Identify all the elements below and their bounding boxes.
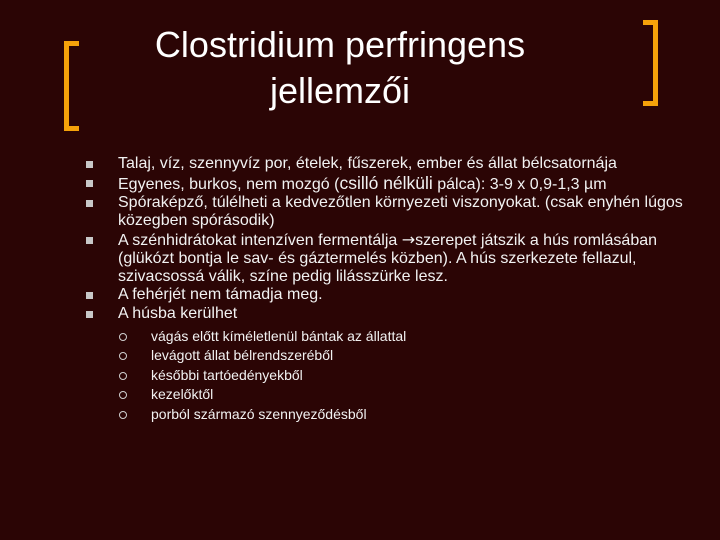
- right-arrow-icon: →: [401, 229, 416, 249]
- bullet-text: Talaj, víz, szennyvíz por, ételek, fűszerek, ember és állat bélcsatornája: [118, 155, 617, 172]
- ring-bullet-icon: [119, 372, 127, 380]
- bullet-text: pálca): 3-9 x 0,9-1,3 µm: [432, 175, 607, 193]
- square-bullet-icon: [86, 200, 93, 207]
- bullet-text: A szénhidrátokat intenzíven fermentálja: [118, 231, 402, 249]
- bullet-item: [82, 155, 702, 173]
- sub-list-item: [118, 366, 702, 386]
- square-bullet-icon: [86, 292, 93, 299]
- sub-item-text: vágás előtt kíméletlenül bántak az állattal: [151, 327, 407, 344]
- sub-list-item: [118, 346, 702, 366]
- bullet-item: [82, 286, 702, 304]
- sub-bullet-list: [118, 327, 702, 425]
- bullet-text-emphasis: csilló nélküli: [339, 172, 433, 193]
- square-bullet-icon: [86, 311, 93, 318]
- bullet-text: Spóraképző, túlélheti a kedvezőtlen környezeti viszonyokat. (csak enyhén lúgos közegben spórásodik): [118, 194, 683, 229]
- ring-bullet-icon: [119, 352, 127, 360]
- slide-title-line-1: Clostridium perfringens: [154, 24, 526, 65]
- square-bullet-icon: [86, 161, 93, 168]
- bullet-item: [82, 174, 702, 194]
- sub-list-item: [118, 405, 702, 425]
- sub-item-text: későbbi tartóedényekből: [151, 366, 303, 383]
- sub-list-item: [118, 385, 702, 405]
- sub-list-item: [118, 327, 702, 347]
- bullet-text: A húsba kerülhet: [118, 304, 238, 322]
- square-bullet-icon: [86, 180, 93, 187]
- bullet-text: Egyenes, burkos, nem mozgó (: [118, 175, 340, 193]
- ring-bullet-icon: [119, 333, 127, 341]
- sub-item-text: levágott állat bélrendszeréből: [151, 347, 334, 363]
- sub-item-text: kezelőktől: [151, 386, 214, 402]
- slide-title-line-2: jellemzői: [269, 70, 411, 111]
- ring-bullet-icon: [119, 391, 127, 399]
- square-bullet-icon: [86, 237, 93, 244]
- bullet-text: szerepet játszik a hús romlásában (glükózt bontja le sav- és gáztermelés közben). A hús szerkezete fellazul, szivacsossá válik, színe pedig lilásszürke lesz.: [118, 231, 658, 285]
- bullet-item: [82, 231, 702, 286]
- bullet-item: [82, 194, 702, 230]
- sub-item-text: porból származó szennyeződésből: [151, 405, 367, 422]
- slide-title: [100, 22, 580, 114]
- bullet-item: [82, 305, 702, 425]
- bullet-text: A fehérjét nem támadja meg.: [118, 286, 323, 303]
- ring-bullet-icon: [119, 411, 127, 419]
- bullet-list: [82, 155, 702, 425]
